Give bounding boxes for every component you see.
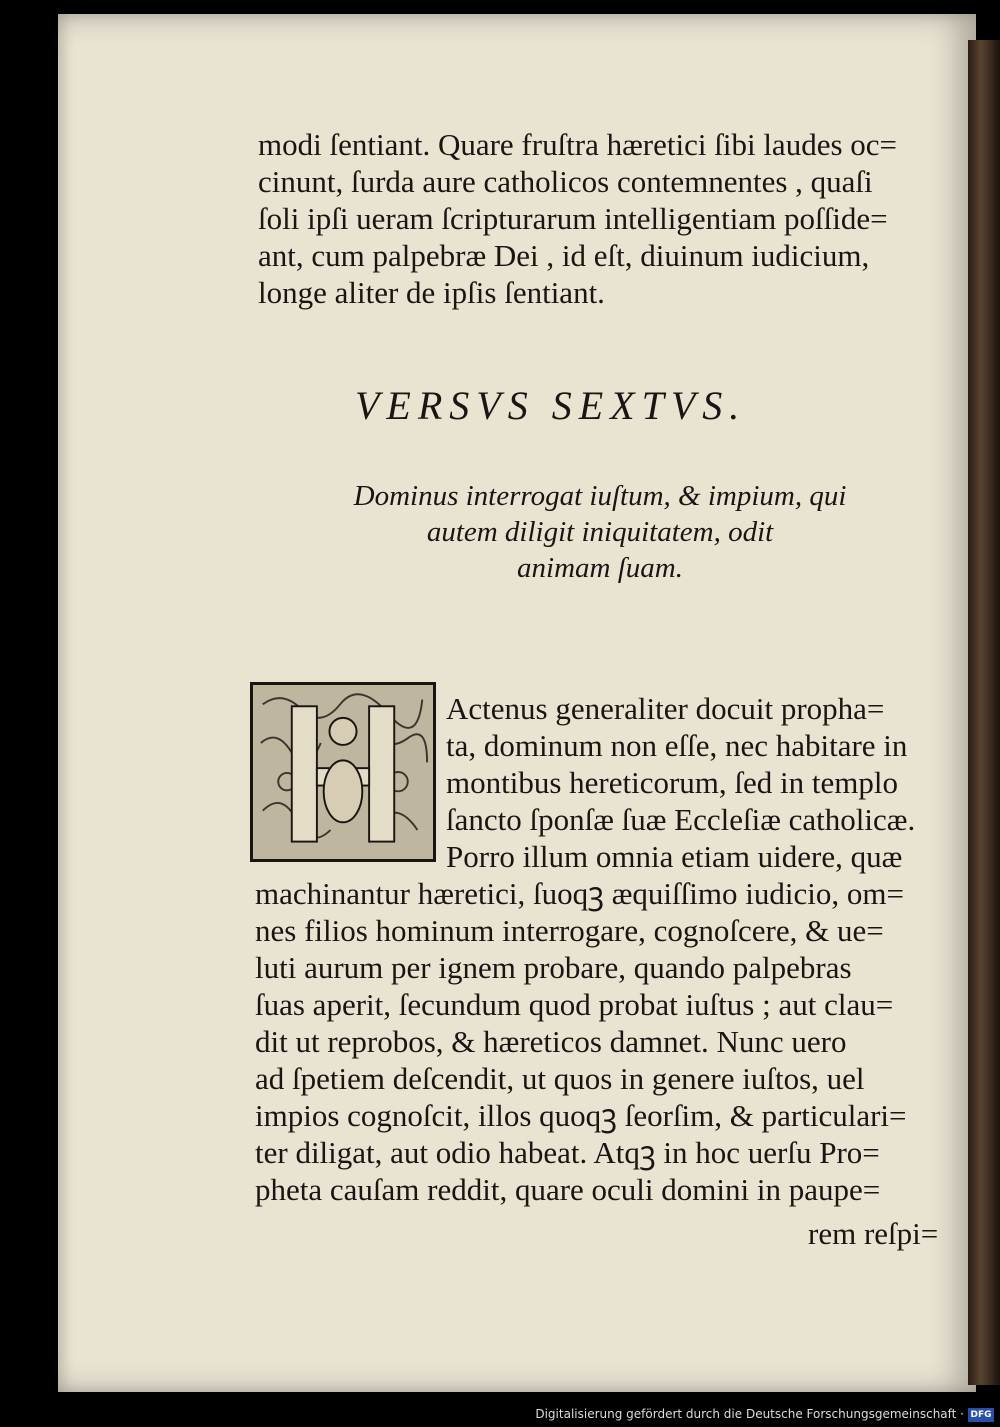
text-line: ter diligat, aut odio habeat. Atqꝫ in hoc uerſu Pro= bbox=[255, 1135, 880, 1170]
verse-line: autem diligit iniquitatem, odit bbox=[426, 516, 774, 548]
text-line: cinunt, ſurda aure catholicos contemnentes , quaſi bbox=[258, 164, 873, 199]
verse-quotation bbox=[250, 478, 950, 586]
text-line: impios cognoſcit, illos quoqꝫ ſeorſim, & particulari= bbox=[255, 1098, 907, 1133]
dfg-logo: DFG bbox=[968, 1408, 994, 1422]
text-line: Porro illum omnia etiam uidere, quæ bbox=[446, 839, 903, 874]
text-line: luti aurum per ignem probare, quando palpebras bbox=[255, 950, 852, 985]
book-spine-edge bbox=[968, 40, 1000, 1385]
section-heading: VERSVS SEXTVS. bbox=[355, 383, 747, 428]
text-line: pheta cauſam reddit, quare oculi domini in paupe= bbox=[255, 1172, 881, 1207]
paragraph-beside-initial bbox=[446, 690, 966, 875]
text-line: ſoli ipſi ueram ſcripturarum intelligentiam poſſide= bbox=[258, 201, 888, 236]
decorated-initial-letter bbox=[250, 682, 436, 862]
text-line: ſuas aperit, ſecundum quod probat iuſtus ; aut clau= bbox=[255, 987, 894, 1022]
text-line: modi ſentiant. Quare fruſtra hæretici ſibi laudes oc= bbox=[258, 127, 898, 162]
text-line: machinantur hæretici, ſuoqꝫ æquiſſimo iudicio, om= bbox=[255, 876, 904, 911]
paragraph-continuation bbox=[255, 875, 960, 1208]
text-line: ſancto ſponſæ ſuæ Eccleſiæ catholicæ. bbox=[446, 802, 916, 837]
catchword: rem reſpi= bbox=[808, 1216, 939, 1251]
text-line: ad ſpetiem deſcendit, ut quos in genere iuſtos, uel bbox=[255, 1061, 865, 1096]
text-line: montibus hereticorum, ſed in templo bbox=[446, 765, 898, 800]
text-line: nes filios hominum interrogare, cognoſcere, & ue= bbox=[255, 913, 884, 948]
top-paragraph bbox=[258, 126, 958, 311]
text-line: longe aliter de ipſis ſentiant. bbox=[258, 275, 605, 310]
text-line: Actenus generaliter docuit propha= bbox=[446, 691, 885, 726]
digitization-credit: Digitalisierung gefördert durch die Deutsche Forschungsgemeinschaft · bbox=[535, 1407, 964, 1421]
text-line: dit ut reprobos, & hæreticos damnet. Nunc uero bbox=[255, 1024, 847, 1059]
text-line: ant, cum palpebræ Dei , id eſt, diuinum iudicium, bbox=[258, 238, 870, 273]
woodcut-initial-illustration bbox=[253, 685, 433, 859]
text-line: ta, dominum non eſſe, nec habitare in bbox=[446, 728, 908, 763]
verse-line: Dominus interrogat iuſtum, & impium, qui bbox=[353, 480, 847, 512]
verse-line: animam ſuam. bbox=[517, 552, 683, 584]
